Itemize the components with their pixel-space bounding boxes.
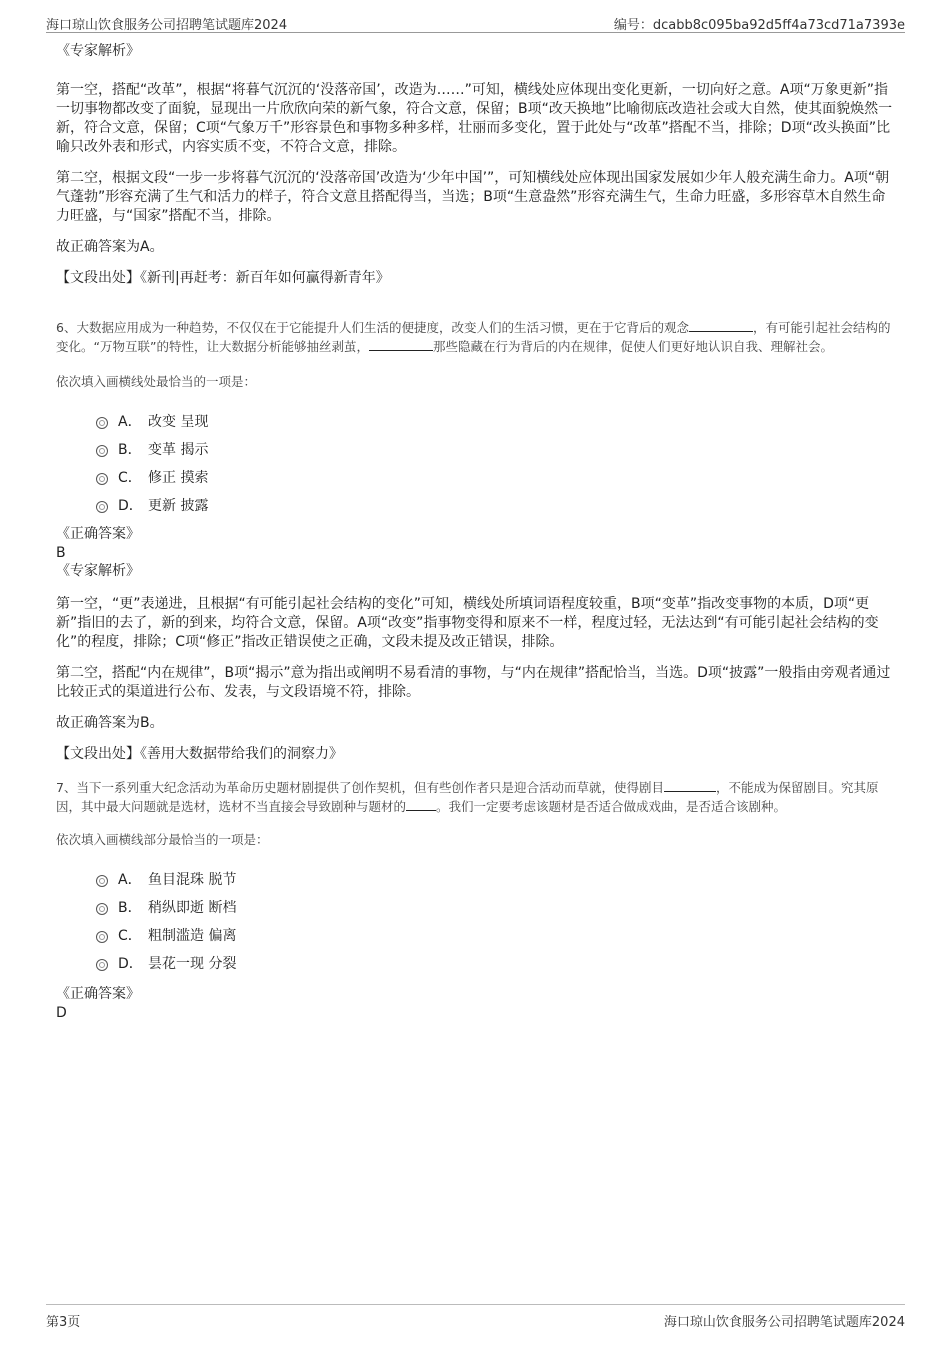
option-letter: A． (118, 414, 142, 430)
q7-answer-label: 《正确答案》 (56, 986, 140, 1002)
q6-instruction: 依次填入画横线处最恰当的一项是： (56, 374, 257, 389)
q7-option-c[interactable] (96, 921, 896, 949)
option-text: 变革 揭示 (148, 442, 209, 458)
q6-option-b[interactable] (96, 435, 896, 463)
q6-stem-part-1: 6、大数据应用成为一种趋势，不仅仅在于它能提升人们生活的便捷度，改变人们的生活习惯，更在于它背后的观念 (56, 320, 689, 335)
option-text: 更新 披露 (148, 498, 209, 514)
q5-conclusion: 故正确答案为A。 (56, 239, 164, 255)
option-letter: B． (118, 900, 142, 916)
q6-answer: B (56, 545, 66, 561)
q7-option-b[interactable] (96, 893, 896, 921)
q6-conclusion: 故正确答案为B。 (56, 715, 164, 731)
option-letter: B． (118, 442, 142, 458)
option-text: 粗制滥造 偏离 (148, 928, 237, 944)
q6-stem (56, 318, 896, 356)
header-code-value: dcabb8c095ba92d5ff4a73cd71a7393e (652, 18, 905, 33)
q5-source: 【文段出处】《新刊|再赶考：新百年如何赢得新青年》 (56, 270, 390, 286)
q6-blank-2 (369, 350, 433, 351)
q6-answer-label: 《正确答案》 (56, 526, 140, 542)
radio-icon[interactable] (96, 903, 108, 915)
option-letter: D． (118, 498, 143, 514)
option-letter: C． (118, 928, 142, 944)
q7-stem-part-2: ，不能成为保留剧目。究其原因，其中最大问题就是选材，选材不当直接会导致剧种与题材的 (56, 780, 879, 814)
header-title: 海口琼山饮食服务公司招聘笔试题库2024 (46, 18, 288, 33)
radio-icon[interactable] (96, 417, 108, 429)
q7-stem-part-1: 7、当下一系列重大纪念活动为革命历史题材剧提供了创作契机，但有些创作者只是迎合活动而草就，使得剧目 (56, 780, 664, 795)
page-content (56, 42, 896, 1022)
q6-option-c[interactable] (96, 463, 896, 491)
option-letter: A． (118, 872, 142, 888)
q5-analysis-paragraph-1: 第一空，搭配“改革”，根据“将暮气沉沉的‘没落帝国’，改造为……”可知，横线处应体现出变化更新，一切向好之意。A项“万象更新”指一切事物都改变了面貌，显现出一片欣欣向荣的新气象，符合文意，保留；B项“改天换地”比喻彻底改造社会或大自然，使其面貌焕然一新，符合文意，保留；C项“气象万千”形容景色和事物多种多样，壮丽而多变化，置于此处与“改革”搭配不当，排除；D项“改头换面”比喻只改外表和形式，内容实质不变，不符合文意，排除。 (56, 82, 893, 155)
q7-stem-part-3: 。我们一定要考虑该题材是否适合做成戏曲，是否适合该剧种。 (436, 799, 787, 814)
footer-page-number: 第3页 (46, 1315, 81, 1330)
radio-icon[interactable] (96, 875, 108, 887)
q6-analysis-paragraph-2: 第二空，搭配“内在规律”，B项“揭示”意为指出或阐明不易看清的事物，与“内在规律”搭配恰当，当选。D项“披露”一般指由旁观者通过比较正式的渠道进行公布、发表，与文段语境不符，排除。 (56, 665, 891, 700)
q6-stem-part-3: 那些隐藏在行为背后的内在规律，促使人们更好地认识自我、理解社会。 (432, 339, 833, 354)
option-text: 稍纵即逝 断档 (148, 900, 237, 916)
q6-option-a[interactable] (96, 407, 896, 435)
option-text: 鱼目混珠 脱节 (148, 872, 237, 888)
q6-analysis-paragraph-1: 第一空，“更”表递进，且根据“有可能引起社会结构的变化”可知，横线处所填词语程度较重，B项“变革”指改变事物的本质，D项“更新”指旧的去了，新的到来，均符合文意，保留。A项“改变”指事物变得和原来不一样，程度过轻，无法达到“有可能引起社会结构的变化”的程度，排除；C项“修正”指改正错误使之正确，文段未提及改正错误，排除。 (56, 596, 879, 650)
footer-title: 海口琼山饮食服务公司招聘笔试题库2024 (663, 1315, 905, 1330)
radio-icon[interactable] (96, 445, 108, 457)
q6-blank-1 (689, 331, 753, 332)
option-letter: D． (118, 956, 143, 972)
q5-analysis-paragraph-2: 第二空，根据文段“一步一步将暮气沉沉的‘没落帝国’改造为‘少年中国’”，可知横线处应体现出国家发展如少年人般充满生命力。A项“朝气蓬勃”形容充满了生气和活力的样子，符合文意且搭配得当，当选；B项“生意盎然”形容充满生气，生命力旺盛，多形容草木自然生命力旺盛，与“国家”搭配不当，排除。 (56, 170, 890, 224)
q6-stem-part-2: ，有可能引起社会结构的变化。“万物互联”的特性，让大数据分析能够抽丝剥茧， (56, 320, 891, 354)
q6-source: 【文段出处】《善用大数据带给我们的洞察力》 (56, 746, 343, 762)
q6-options (96, 407, 896, 519)
page-header (46, 12, 905, 33)
header-code (614, 14, 905, 33)
q6-option-d[interactable] (96, 491, 896, 519)
radio-icon[interactable] (96, 931, 108, 943)
q7-instruction: 依次填入画横线部分最恰当的一项是： (56, 832, 269, 847)
q7-blank-1 (664, 791, 716, 792)
radio-icon[interactable] (96, 501, 108, 513)
option-letter: C． (118, 470, 142, 486)
q6-analysis-label: 《专家解析》 (56, 563, 140, 579)
option-text: 修正 摸索 (148, 470, 209, 486)
q7-answer: D (56, 1005, 67, 1021)
option-text: 昙花一现 分裂 (148, 956, 237, 972)
radio-icon[interactable] (96, 959, 108, 971)
option-text: 改变 呈现 (148, 414, 209, 430)
q5-analysis-label: 《专家解析》 (56, 43, 140, 59)
header-code-label: 编号： (613, 18, 653, 33)
q7-option-a[interactable] (96, 865, 896, 893)
q7-option-d[interactable] (96, 949, 896, 977)
page-footer (46, 1304, 905, 1329)
q7-stem (56, 778, 896, 816)
radio-icon[interactable] (96, 473, 108, 485)
q7-options (96, 865, 896, 977)
q7-blank-2 (406, 810, 436, 811)
